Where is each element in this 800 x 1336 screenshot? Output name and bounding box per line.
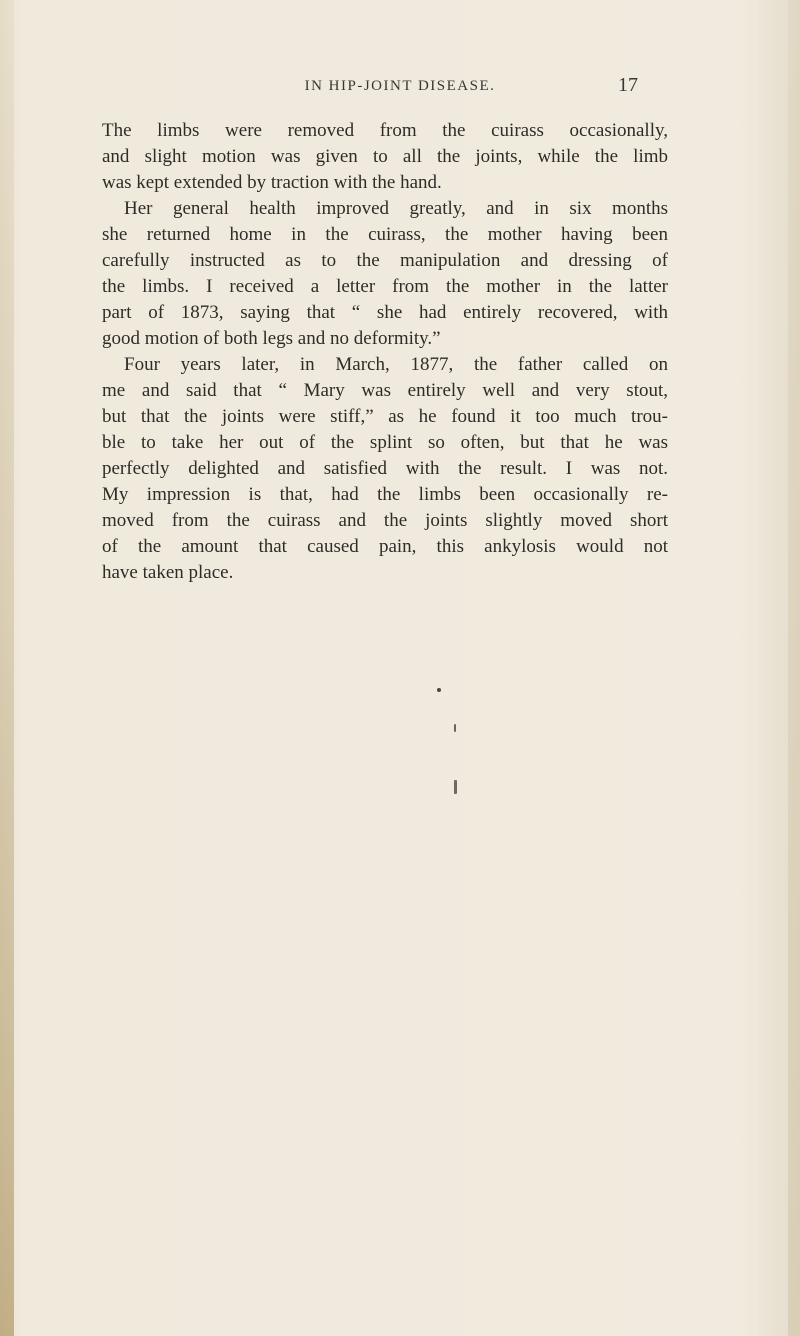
page-edge-shadow xyxy=(788,0,800,1336)
text-line: perfectly delighted and satisfied with the result. I was not. xyxy=(102,458,668,479)
text-line: me and said that “ Mary was entirely well and very stout, xyxy=(102,380,668,401)
page-edge-stain xyxy=(0,0,14,1336)
running-title: IN HIP-JOINT DISEASE. xyxy=(304,78,496,94)
text-line: ble to take her out of the splint so often, but that he was xyxy=(102,432,668,453)
ink-speck xyxy=(454,724,456,732)
text-line: have taken place. xyxy=(102,562,234,583)
body-text xyxy=(102,118,668,586)
text-line: was kept extended by traction with the hand. xyxy=(102,172,442,193)
text-line: part of 1873, saying that “ she had entirely recovered, with xyxy=(102,302,668,323)
text-line: of the amount that caused pain, this ankylosis would not xyxy=(102,536,668,557)
text-line: carefully instructed as to the manipulation and dressing of xyxy=(102,250,668,271)
text-line: moved from the cuirass and the joints slightly moved short xyxy=(102,510,668,531)
text-line: she returned home in the cuirass, the mother having been xyxy=(102,224,668,245)
text-line: Four years later, in March, 1877, the father called on xyxy=(124,354,668,375)
text-line: the limbs. I received a letter from the mother in the latter xyxy=(102,276,668,297)
text-line: The limbs were removed from the cuirass occasionally, xyxy=(102,120,668,141)
text-line: good motion of both legs and no deformity.” xyxy=(102,328,441,349)
text-line: Her general health improved greatly, and in six months xyxy=(124,198,668,219)
ink-speck xyxy=(437,688,441,692)
text-line: and slight motion was given to all the joints, while the limb xyxy=(102,146,668,167)
ink-speck xyxy=(454,780,457,794)
page-number: 17 xyxy=(618,74,638,96)
text-line: My impression is that, had the limbs been occasionally re- xyxy=(102,484,668,505)
text-line: but that the joints were stiff,” as he found it too much trou- xyxy=(102,406,668,427)
